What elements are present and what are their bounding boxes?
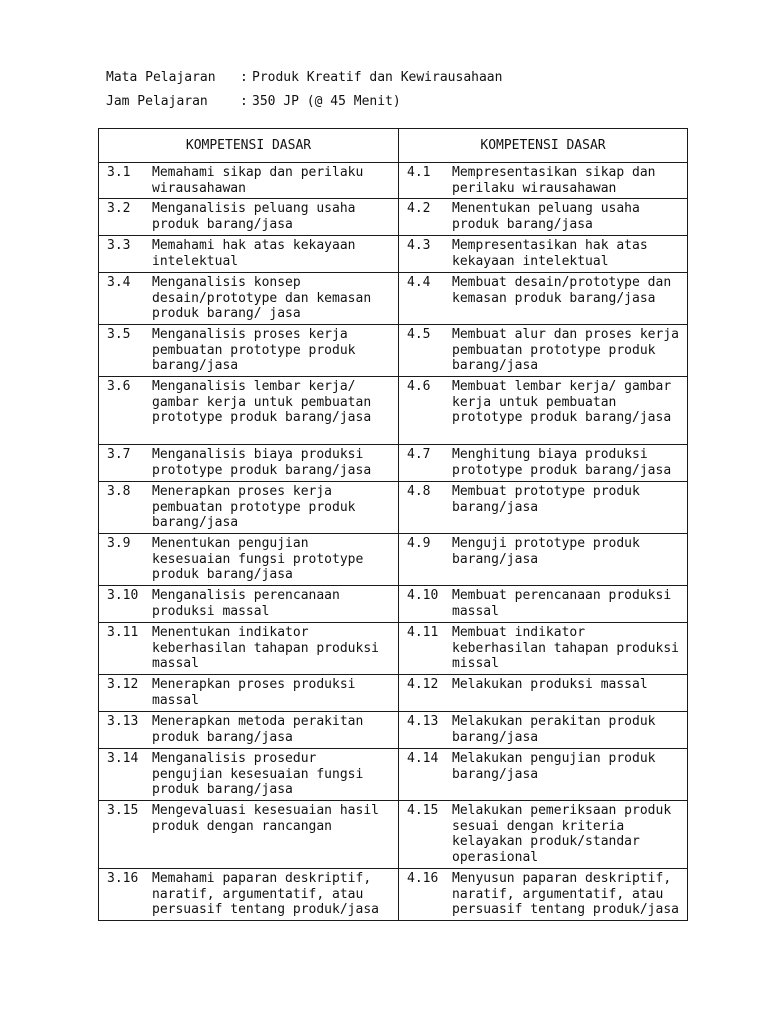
basic-competency-4-cell <box>399 377 688 445</box>
basic-competency-3-entry <box>107 165 394 196</box>
competency-number: 4.13 <box>407 714 439 729</box>
basic-competency-3-entry <box>107 625 394 672</box>
basic-competency-4-cell <box>399 445 688 482</box>
basic-competency-3-entry <box>107 238 394 269</box>
table-header-row <box>99 129 688 163</box>
basic-competency-3-cell <box>99 869 399 921</box>
document-header <box>106 66 502 114</box>
competency-text: Menganalisis proses kerja pembuatan prototype produk barang/jasa <box>152 327 356 374</box>
basic-competency-4-entry <box>407 238 683 269</box>
competency-text: Membuat alur dan proses kerja pembuatan prototype produk barang/jasa <box>452 327 679 374</box>
competency-number: 4.1 <box>407 165 431 180</box>
competency-number: 4.14 <box>407 751 439 766</box>
basic-competency-4-entry <box>407 327 683 374</box>
basic-competency-4-cell <box>399 236 688 273</box>
competency-table <box>98 128 688 921</box>
table-row <box>99 482 688 534</box>
competency-text: Menganalisis perencanaan produksi massal <box>152 588 340 619</box>
basic-competency-4-entry <box>407 447 683 478</box>
basic-competency-4-entry <box>407 165 683 196</box>
table-row <box>99 163 688 199</box>
basic-competency-4-entry <box>407 484 683 515</box>
competency-number: 3.11 <box>107 625 139 640</box>
competency-number: 4.8 <box>407 484 431 499</box>
basic-competency-3-cell <box>99 675 399 712</box>
competency-text: Menentukan indikator keberhasilan tahapan produksi massal <box>152 625 379 672</box>
competency-text: Membuat perencanaan produksi massal <box>452 588 672 619</box>
competency-text: Menerapkan proses produksi massal <box>152 677 356 708</box>
basic-competency-3-cell <box>99 801 399 869</box>
column-header-right: KOMPETENSI DASAR <box>399 129 688 163</box>
basic-competency-3-cell <box>99 623 399 675</box>
basic-competency-4-cell <box>399 534 688 586</box>
competency-text: Melakukan pengujian produk barang/jasa <box>452 751 656 782</box>
competency-text: Menentukan peluang usaha produk barang/jasa <box>452 201 640 232</box>
hours-label: Jam Pelajaran <box>106 94 208 109</box>
competency-number: 4.12 <box>407 677 439 692</box>
competency-text: Membuat indikator keberhasilan tahapan produksi missal <box>452 625 679 672</box>
basic-competency-4-cell <box>399 712 688 749</box>
basic-competency-3-cell <box>99 534 399 586</box>
competency-text: Memahami paparan deskriptif, naratif, argumentatif, atau persuasif tentang produk/jasa <box>152 871 379 918</box>
basic-competency-3-entry <box>107 275 394 322</box>
basic-competency-4-cell <box>399 675 688 712</box>
competency-number: 3.3 <box>107 238 131 253</box>
basic-competency-4-cell <box>399 749 688 801</box>
basic-competency-3-cell <box>99 482 399 534</box>
competency-text: Melakukan produksi massal <box>452 677 648 692</box>
competency-text: Membuat lembar kerja/ gambar kerja untuk pembuatan prototype produk barang/jasa <box>452 379 672 426</box>
basic-competency-4-entry <box>407 275 683 306</box>
column-header-left: KOMPETENSI DASAR <box>99 129 399 163</box>
competency-text: Membuat prototype produk barang/jasa <box>452 484 640 515</box>
competency-number: 4.3 <box>407 238 431 253</box>
basic-competency-3-entry <box>107 447 394 478</box>
competency-number: 3.13 <box>107 714 139 729</box>
table-row <box>99 534 688 586</box>
competency-number: 4.10 <box>407 588 439 603</box>
competency-number: 4.15 <box>407 803 439 818</box>
basic-competency-4-entry <box>407 379 683 426</box>
table-row <box>99 623 688 675</box>
competency-number: 3.2 <box>107 201 131 216</box>
competency-text: Melakukan pemeriksaan produk sesuai dengan kriteria kelayakan produk/standar operasional <box>452 803 672 865</box>
competency-number: 3.7 <box>107 447 131 462</box>
competency-text: Melakukan perakitan produk barang/jasa <box>452 714 656 745</box>
basic-competency-3-cell <box>99 236 399 273</box>
competency-number: 3.14 <box>107 751 139 766</box>
basic-competency-4-cell <box>399 199 688 236</box>
table-row <box>99 675 688 712</box>
competency-text: Menyusun paparan deskriptif, naratif, argumentatif, atau persuasif tentang produk/jasa <box>452 871 679 918</box>
basic-competency-3-cell <box>99 199 399 236</box>
basic-competency-3-entry <box>107 536 394 583</box>
competency-number: 4.11 <box>407 625 439 640</box>
competency-number: 3.10 <box>107 588 139 603</box>
table-row <box>99 236 688 273</box>
basic-competency-4-entry <box>407 677 683 693</box>
basic-competency-4-entry <box>407 588 683 619</box>
competency-number: 4.7 <box>407 447 431 462</box>
table-row <box>99 712 688 749</box>
competency-number: 3.1 <box>107 165 131 180</box>
table-row <box>99 586 688 623</box>
basic-competency-4-entry <box>407 871 683 918</box>
competency-text: Menguji prototype produk barang/jasa <box>452 536 640 567</box>
table-row <box>99 377 688 445</box>
competency-number: 4.9 <box>407 536 431 551</box>
competency-text: Menganalisis lembar kerja/ gambar kerja untuk pembuatan prototype produk barang/jasa <box>152 379 372 426</box>
basic-competency-3-entry <box>107 714 394 745</box>
basic-competency-3-cell <box>99 273 399 325</box>
basic-competency-4-cell <box>399 325 688 377</box>
basic-competency-4-cell <box>399 586 688 623</box>
subject-value: Produk Kreatif dan Kewirausahaan <box>252 70 503 85</box>
subject-label: Mata Pelajaran <box>106 70 216 85</box>
basic-competency-3-entry <box>107 327 394 374</box>
hours-colon: : <box>240 94 248 109</box>
table-body <box>99 163 688 921</box>
competency-text: Membuat desain/prototype dan kemasan produk barang/jasa <box>452 275 672 306</box>
competency-text: Menerapkan metoda perakitan produk barang/jasa <box>152 714 364 745</box>
table-row <box>99 869 688 921</box>
basic-competency-3-entry <box>107 588 394 619</box>
basic-competency-3-cell <box>99 586 399 623</box>
basic-competency-4-entry <box>407 803 683 865</box>
basic-competency-3-entry <box>107 677 394 708</box>
competency-number: 3.8 <box>107 484 131 499</box>
competency-number: 4.16 <box>407 871 439 886</box>
competency-number: 3.6 <box>107 379 131 394</box>
table-row <box>99 801 688 869</box>
basic-competency-3-cell <box>99 445 399 482</box>
basic-competency-4-cell <box>399 482 688 534</box>
basic-competency-3-entry <box>107 751 394 798</box>
subject-row <box>106 66 502 90</box>
competency-text: Mempresentasikan sikap dan perilaku wirausahawan <box>452 165 656 196</box>
basic-competency-3-entry <box>107 871 394 918</box>
basic-competency-4-cell <box>399 801 688 869</box>
subject-colon: : <box>240 70 248 85</box>
basic-competency-4-cell <box>399 273 688 325</box>
competency-number: 3.5 <box>107 327 131 342</box>
competency-number: 4.2 <box>407 201 431 216</box>
competency-text: Menganalisis peluang usaha produk barang/jasa <box>152 201 356 232</box>
competency-number: 3.4 <box>107 275 131 290</box>
hours-row <box>106 90 502 114</box>
basic-competency-3-entry <box>107 803 394 834</box>
table-row <box>99 445 688 482</box>
competency-text: Mengevaluasi kesesuaian hasil produk dengan rancangan <box>152 803 379 834</box>
competency-number: 3.12 <box>107 677 139 692</box>
competency-number: 4.5 <box>407 327 431 342</box>
basic-competency-3-entry <box>107 201 394 232</box>
competency-text: Menerapkan proses kerja pembuatan prototype produk barang/jasa <box>152 484 356 531</box>
table-row <box>99 749 688 801</box>
basic-competency-4-cell <box>399 163 688 199</box>
table-row <box>99 199 688 236</box>
competency-number: 4.4 <box>407 275 431 290</box>
competency-number: 3.15 <box>107 803 139 818</box>
basic-competency-4-entry <box>407 536 683 567</box>
competency-text: Memahami sikap dan perilaku wirausahawan <box>152 165 364 196</box>
basic-competency-3-cell <box>99 325 399 377</box>
competency-number: 4.6 <box>407 379 431 394</box>
basic-competency-3-cell <box>99 712 399 749</box>
competency-text: Menentukan pengujian kesesuaian fungsi prototype produk barang/jasa <box>152 536 364 583</box>
competency-text: Menghitung biaya produksi prototype produk barang/jasa <box>452 447 672 478</box>
basic-competency-4-entry <box>407 201 683 232</box>
table-row <box>99 273 688 325</box>
basic-competency-3-cell <box>99 749 399 801</box>
basic-competency-4-cell <box>399 869 688 921</box>
table-row <box>99 325 688 377</box>
basic-competency-4-entry <box>407 751 683 782</box>
basic-competency-4-entry <box>407 625 683 672</box>
competency-number: 3.16 <box>107 871 139 886</box>
competency-number: 3.9 <box>107 536 131 551</box>
basic-competency-3-cell <box>99 377 399 445</box>
competency-text: Menganalisis konsep desain/prototype dan kemasan produk barang/ jasa <box>152 275 372 322</box>
competency-text: Menganalisis biaya produksi prototype produk barang/jasa <box>152 447 372 478</box>
basic-competency-3-entry <box>107 484 394 531</box>
basic-competency-3-cell <box>99 163 399 199</box>
competency-text: Memahami hak atas kekayaan intelektual <box>152 238 356 269</box>
competency-text: Menganalisis prosedur pengujian kesesuaian fungsi produk barang/jasa <box>152 751 364 798</box>
competency-text: Mempresentasikan hak atas kekayaan intelektual <box>452 238 648 269</box>
basic-competency-3-entry <box>107 379 394 426</box>
hours-value: 350 JP (@ 45 Menit) <box>252 94 401 109</box>
basic-competency-4-entry <box>407 714 683 745</box>
basic-competency-4-cell <box>399 623 688 675</box>
